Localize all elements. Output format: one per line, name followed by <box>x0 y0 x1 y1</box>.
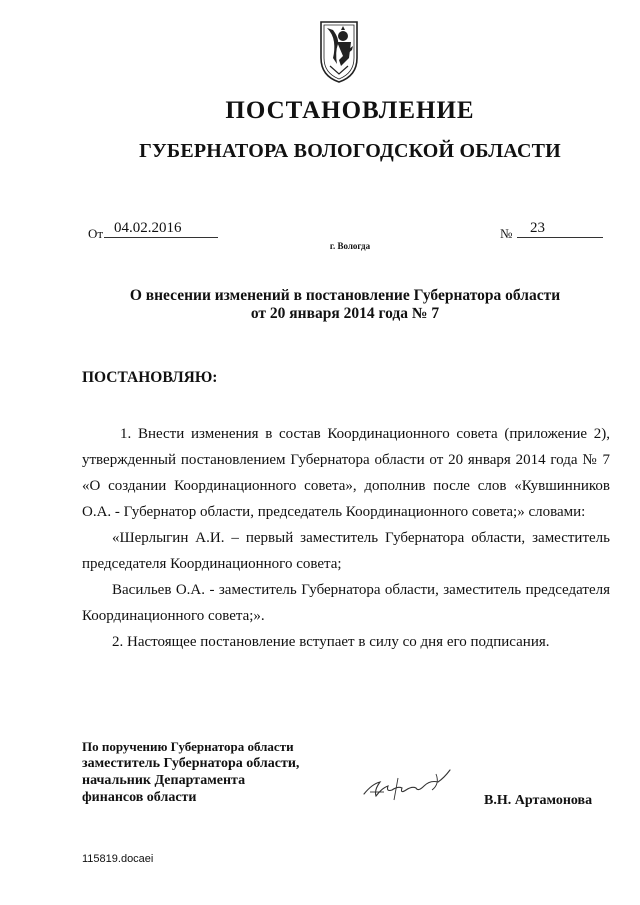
signature-line-1: По поручению Губернатора области <box>82 739 294 754</box>
number-label: № <box>500 226 513 241</box>
document-body <box>82 421 610 655</box>
body-paragraph-2: «Шерлыгин А.И. – первый заместитель Губернатора области, заместитель председателя Координационного совета; <box>82 530 610 572</box>
signature-position-block <box>82 738 299 806</box>
subject-line-2: от 20 января 2014 года № 7 <box>250 305 440 322</box>
signature-line-4: финансов области <box>82 790 197 805</box>
vologda-coat-of-arms-icon <box>319 18 359 84</box>
document-subject <box>0 287 640 323</box>
number-value: 23 <box>517 220 603 238</box>
date-value: 04.02.2016 <box>104 220 218 238</box>
document-file-id: 115819.docaei <box>82 853 154 865</box>
subject-line-1: О внесении изменений в постановление Губернатора области <box>129 287 561 304</box>
signer-name: В.Н. Артамонова <box>484 793 593 808</box>
date-label: От <box>88 226 104 241</box>
document-title: ПОСТАНОВЛЕНИЕ <box>225 97 475 124</box>
resolve-heading: ПОСТАНОВЛЯЮ: <box>82 369 218 386</box>
city-label: г. Вологда <box>329 241 371 251</box>
document-subtitle: ГУБЕРНАТОРА ВОЛОГОДСКОЙ ОБЛАСТИ <box>139 140 561 162</box>
signature-line-3: начальник Департамента <box>82 773 246 788</box>
signature-line-2: заместитель Губернатора области, <box>82 756 300 771</box>
body-paragraph-4: 2. Настоящее постановление вступает в силу со дня его подписания. <box>112 634 550 650</box>
handwritten-signature-icon <box>358 764 458 804</box>
body-paragraph-1: 1. Внести изменения в состав Координационного совета (приложение 2), утвержденный постановлением Губернатора области от 20 января 2014 года № 7 «О создании Координационного совета», дополнив после слов «Кувшинников О.А. - Губернатор области, председатель Координационного совета;» словами: <box>82 426 610 520</box>
body-paragraph-3: Васильев О.А. - заместитель Губернатора области, заместитель председателя Координационного совета;». <box>82 582 610 624</box>
